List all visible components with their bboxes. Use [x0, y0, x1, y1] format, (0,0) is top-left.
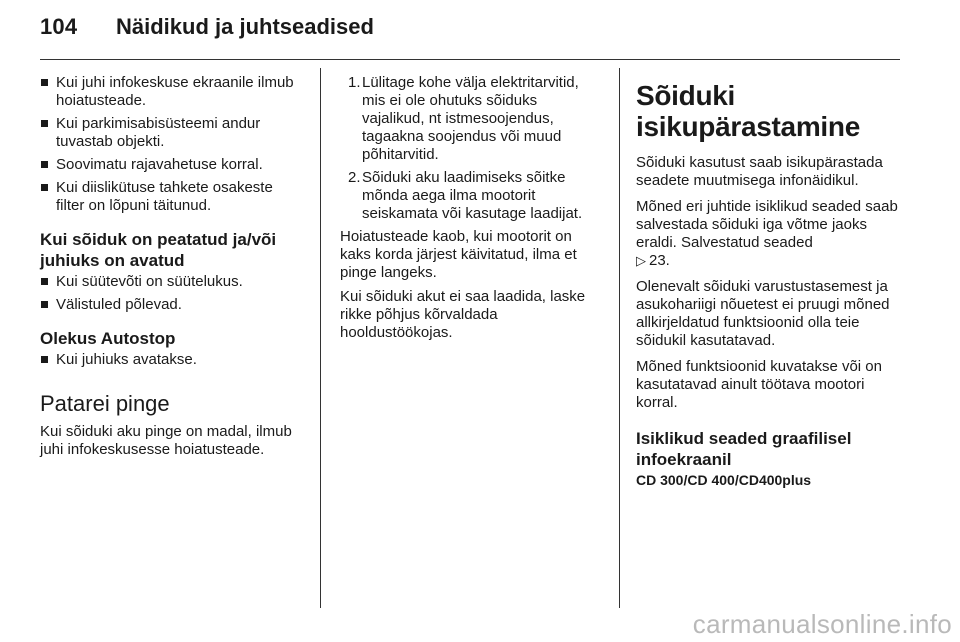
paragraph: Hoiatusteade kaob, kui mootorit on kaks korda järjest käivitatud, ilma et pinge langeks. [340, 228, 577, 281]
page-reference-link[interactable]: 23. [649, 252, 670, 269]
column-1 [40, 74, 302, 465]
paragraph: Olenevalt sõiduki varustustasemest ja asukohariigi nõuetest ei pruugi mõned allkirjeldatud funktsioonid olla teie sõidukil kasutatavad. [636, 278, 890, 349]
watermark: carmanualsonline.info [692, 609, 952, 639]
paragraph: Mõned funktsioonid kuvatakse või on kasutatavad ainult töötava mootori korral. [636, 358, 882, 411]
column-2 [340, 74, 600, 348]
paragraph-with-reference [636, 198, 902, 270]
item-text: Sõiduki aku laadimiseks sõitke mõnda aega ilma mootorit seiskamata või kasutage laadijat. [362, 169, 583, 222]
list-item-text: Kui juhi infokeskuse ekraanile ilmub hoiatusteade. [56, 74, 294, 109]
bullet-square-icon [41, 120, 48, 127]
column-divider-2 [619, 68, 620, 608]
item-number: 1. [348, 74, 361, 91]
section-title-battery-voltage: Patarei pinge [40, 391, 170, 416]
list-item-text: Soovimatu rajavahetuse korral. [56, 156, 263, 173]
bullet-list-parked [40, 273, 302, 314]
list-item [40, 351, 302, 369]
numbered-item [340, 169, 600, 223]
list-item [40, 115, 302, 151]
list-item-text: Kui parkimisabisüsteemi andur tuvastab objekti. [56, 115, 261, 150]
paragraph: Kui sõiduki akut ei saa laadida, laske rikke põhjus kõrvaldada hooldustöökojas. [340, 288, 586, 341]
bullet-square-icon [41, 301, 48, 308]
bullet-square-icon [41, 161, 48, 168]
list-item [40, 273, 302, 291]
model-label: CD 300/CD 400/CD400plus [636, 472, 812, 488]
subheading-parked: Kui sõiduk on peatatud ja/või juhiuks on avatud [40, 230, 277, 270]
header-rule [40, 59, 900, 60]
page-title: Näidikud ja juhtseadised [116, 14, 374, 39]
bullet-list-warnings [40, 74, 302, 215]
list-item-text: Kui diislikütuse tahkete osakeste filter on lõpuni täitunud. [56, 179, 273, 214]
list-item-text: Kui juhiuks avatakse. [56, 351, 197, 368]
bullet-square-icon [41, 79, 48, 86]
bullet-list-autostop [40, 351, 302, 369]
page-reference-arrow-icon: ▷ [636, 253, 646, 268]
paragraph: Kui sõiduki aku pinge on madal, ilmub juhi infokeskusesse hoiatusteade. [40, 423, 292, 458]
list-item [40, 179, 302, 215]
item-number: 2. [348, 169, 361, 186]
chapter-title: Sõiduki isikupärastamine [636, 80, 860, 142]
page-number: 104 [40, 14, 78, 39]
list-item [40, 296, 302, 314]
column-3 [636, 80, 902, 489]
column-divider-1 [320, 68, 321, 608]
bullet-square-icon [41, 184, 48, 191]
list-item-text: Välistuled põlevad. [56, 296, 182, 313]
numbered-item [340, 74, 600, 164]
bullet-square-icon [41, 356, 48, 363]
item-text: Lülitage kohe välja elektritarvitid, mis ei ole ohutuks sõiduks vajalikud, nt istmesoojendus, tagaakna soojendus või muud põhitarvitid. [362, 74, 579, 163]
paragraph-text: Mõned eri juhtide isiklikud seaded saab salvestada sõiduki iga võtme jaoks eraldi. Salvestatud seaded [636, 198, 898, 251]
bullet-square-icon [41, 278, 48, 285]
subheading-personal-settings: Isiklikud seaded graafilisel infoekraanil [636, 429, 852, 469]
list-item-text: Kui süütevõti on süütelukus. [56, 273, 243, 290]
subheading-autostop: Olekus Autostop [40, 329, 176, 348]
paragraph: Sõiduki kasutust saab isikupärastada seadete muutmisega infonäidikul. [636, 154, 883, 189]
list-item [40, 74, 302, 110]
numbered-list [340, 74, 600, 223]
list-item [40, 156, 302, 174]
